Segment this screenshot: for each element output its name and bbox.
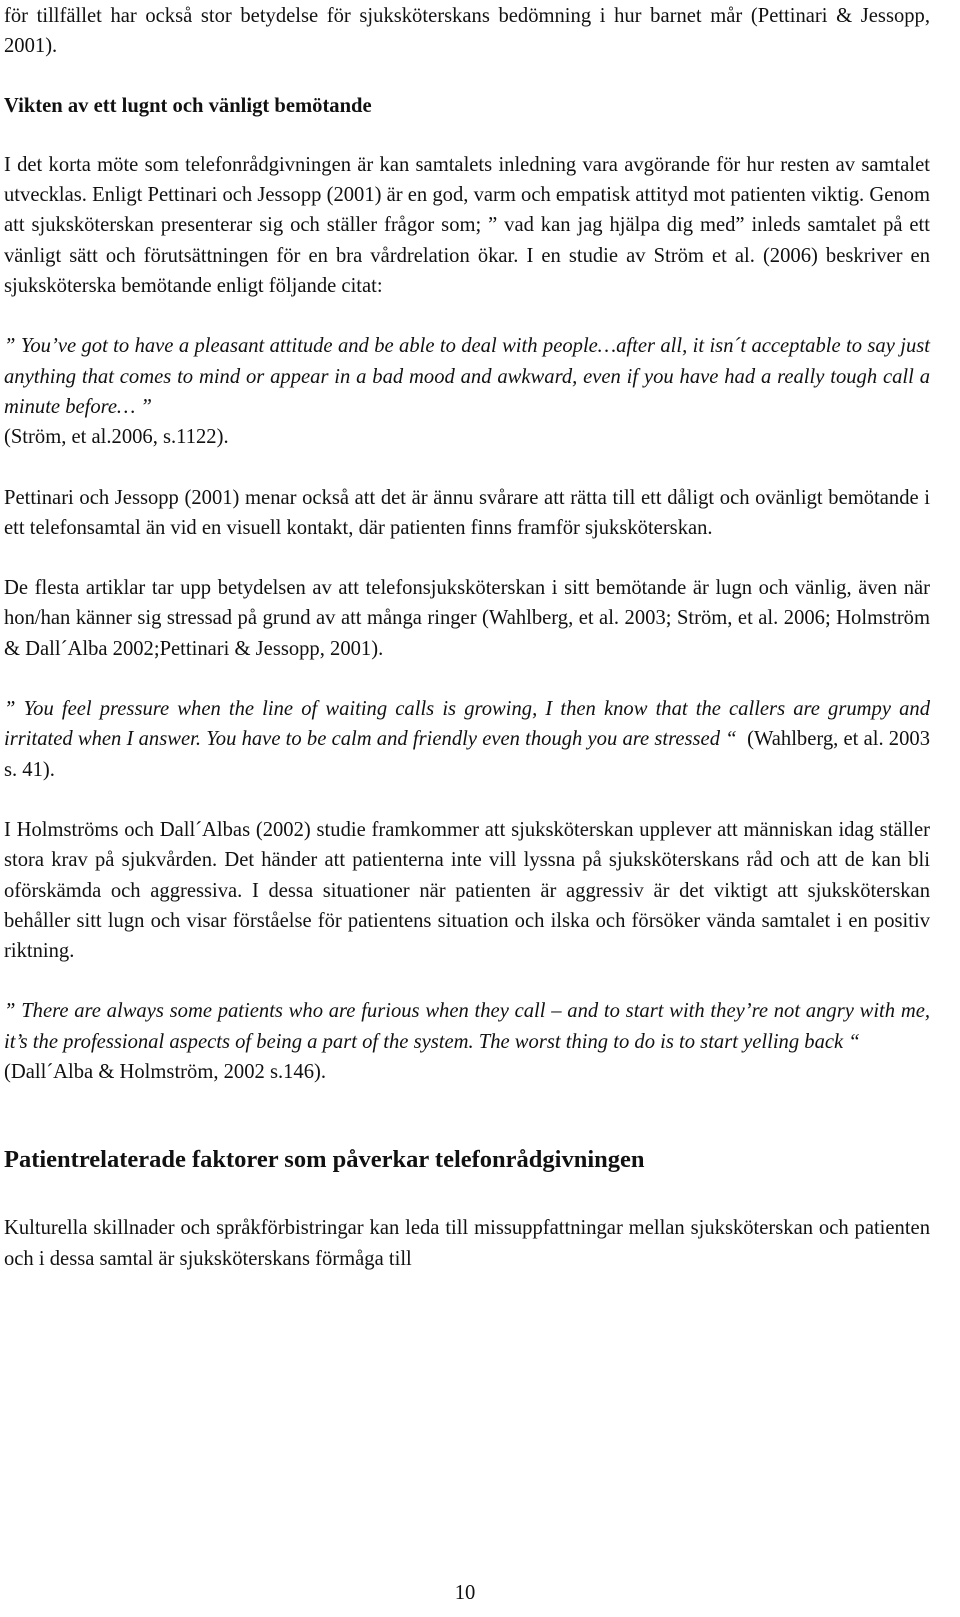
block-quote-strom [4,331,930,452]
block-quote-dallalba [4,996,930,1087]
paragraph-samtalets-inledning: I det korta möte som telefonrådgivningen är kan samtalets inledning vara avgörande för hur resten av samtalet utvecklas. Enligt Pettinari och Jessopp (2001) är en god, varm och empatisk attityd mot patienten viktig. Genom att sjuksköterskan presenterar sig och ställer frågor som; ” vad kan jag hjälpa dig med” inleds samtalet på ett vänligt sätt och förutsättningen för en bra vårdrelation ökar. I en studie av Ström et al. (2006) beskriver en sjuksköterska bemötande enligt följande citat: [4,153,930,298]
section-heading-patientrelaterade: Patientrelaterade faktorer som påverkar telefonrådgivningen [4,1146,645,1174]
quote-citation: (Dall´Alba & Holmström, 2002 s.146). [4,1061,327,1084]
paragraph-visuell-kontakt: Pettinari och Jessopp (2001) menar också att det är ännu svårare att rätta till ett dåligt och ovänligt bemötande i ett telefonsamtal än vid en visuell kontakt, där patienten finns framför sjuksköterskan. [4,486,930,539]
quote-citation: (Ström, et al.2006, s.1122). [4,426,229,449]
paragraph-holmstrom-dallalba: I Holmströms och Dall´Albas (2002) studie framkommer att sjuksköterskan upplever att människan idag ställer stora krav på sjukvården. Det händer att patienterna inte vill lyssna på sjuksköterskans råd och att de kan bli oförskämda och aggressiva. I dessa situationer när patienten är aggressiv är det viktigt att sjuksköterskan behåller sitt lugn och visar förståelse för patientens situation och ilska och försöker vända samtalet i en positiv riktning. [4,818,930,963]
quote-citation: (Wahlberg, et al. 2003 s. 41). [4,728,930,781]
paragraph-intro-continuation: för tillfället har också stor betydelse för sjuksköterskans bedömning i hur barnet mår (Pettinari & Jessopp, 2001). [4,5,930,58]
paragraph-kulturella-skillnader: Kulturella skillnader och språkförbistringar kan leda till missuppfattningar mellan sjuksköterskan och patienten och i dessa samtal är sjuksköterskans förmåga till [4,1217,930,1270]
quote-text: ” You’ve got to have a pleasant attitude and be able to deal with people…after all, it isn´t acceptable to say just anything that comes to mind or appear in a bad mood and awkward, even if you have had a really tough call a minute before… ” [4,335,930,418]
quote-text: ” There are always some patients who are furious when they call – and to start with they’re not angry with me, it’s the professional aspects of being a part of the system. The worst thing to do is to start yelling back “ [4,1000,930,1053]
document-page [4,0,930,1274]
page-number: 10 [454,1582,476,1604]
quote-text: ” You feel pressure when the line of waiting calls is growing, I then know that the callers are grumpy and irritated when I answer. You have to be calm and friendly even though you are stressed “ [4,698,930,751]
paragraph-lugn-och-vanlig: De flesta artiklar tar upp betydelsen av att telefonsjuksköterskan i sitt bemötande är lugn och vänlig, även när hon/han känner sig stressad på grund av att många ringer (Wahlberg, et al. 2003; Ström, et al. 2006; Holmström & Dall´Alba 2002;Pettinari & Jessopp, 2001). [4,577,930,660]
block-quote-wahlberg [4,694,930,785]
section-heading-bemotande [4,91,930,121]
section-heading-text: Vikten av ett lugnt och vänligt bemötande [4,94,372,117]
